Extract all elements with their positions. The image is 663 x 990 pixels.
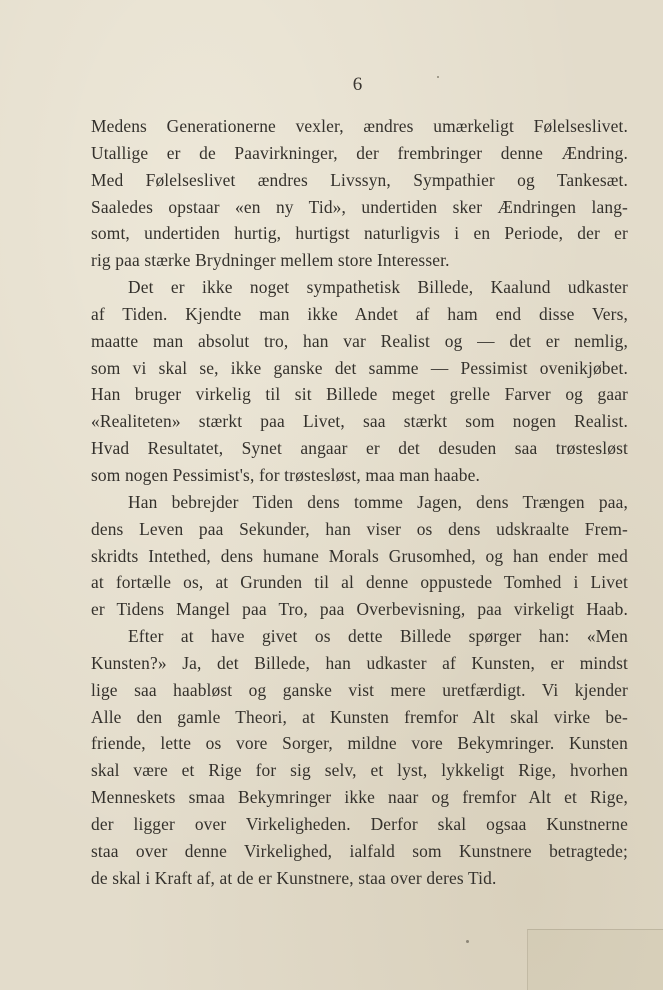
text-line: Han bebrejder Tiden dens tomme Jagen, dens Trængen paa, xyxy=(128,491,628,512)
text-line: friende, lette os vore Sorger, mildne vore Bekymringer. Kunsten xyxy=(91,733,628,754)
text-line: Han bruger virkelig til sit Billede meget grelle Farver og gaar xyxy=(91,384,628,405)
text-line: skal være et Rige for sig selv, et lyst, lykkeligt Rige, hvorhen xyxy=(91,760,628,781)
text-line: lige saa haabløst og ganske vist mere uretfærdigt. Vi kjender xyxy=(91,679,628,700)
text-line: som nogen Pessimist's, for trøstesløst, maa man haabe. xyxy=(91,464,480,485)
text-line: Medens Generationerne vexler, ændres umærkeligt Følelseslivet. xyxy=(91,116,628,136)
text-line: rig paa stærke Brydninger mellem store Interesser. xyxy=(91,250,450,271)
text-line: Utallige er de Paavirkninger, der frembringer denne Ændring. xyxy=(91,142,628,163)
text-line: de skal i Kraft af, at de er Kunstnere, staa over deres Tid. xyxy=(91,867,497,888)
text-line: som vi skal se, ikke ganske det samme — Pessimist ovenikjøbet. xyxy=(91,357,628,378)
text-line: Saaledes opstaar «en ny Tid», undertiden sker Ændringen lang- xyxy=(91,196,628,217)
text-line: Det er ikke noget sympathetisk Billede, Kaalund udkaster xyxy=(128,277,628,298)
text-line: Efter at have givet os dette Billede spørger han: «Men xyxy=(128,626,628,647)
text-line: Menneskets smaa Bekymringer ikke naar og fremfor Alt et Rige, xyxy=(91,787,628,808)
text-line: at fortælle os, at Grunden til al denne oppustede Tomhed i Livet xyxy=(91,572,628,593)
paper-fold-shade xyxy=(527,929,663,990)
text-line: staa over denne Virkelighed, ialfald som Kunstnere betragtede; xyxy=(91,840,628,861)
page-number: 6 xyxy=(352,74,363,95)
text-line: er Tidens Mangel paa Tro, paa Overbevisning, paa virkeligt Haab. xyxy=(91,599,628,620)
paper-speck xyxy=(466,940,469,943)
text-line: der ligger over Virkeligheden. Derfor skal ogsaa Kunstnerne xyxy=(91,813,628,834)
text-line: Kunsten?» Ja, det Billede, han udkaster af Kunsten, er mindst xyxy=(91,652,628,673)
text-line: maatte man absolut tro, han var Realist og — det er nemlig, xyxy=(91,330,628,351)
text-line: skridts Intethed, dens humane Morals Grusomhed, og han ender med xyxy=(91,545,628,566)
text-line: «Realiteten» stærkt paa Livet, saa stærkt som nogen Realist. xyxy=(91,411,628,432)
text-line: Alle den gamle Theori, at Kunsten fremfor Alt skal virke be- xyxy=(91,706,628,727)
paper-speck xyxy=(437,76,439,78)
text-line: Hvad Resultatet, Synet angaar er det desuden saa trøstesløst xyxy=(91,438,628,459)
text-line: somt, undertiden hurtig, hurtigst naturligvis i en Periode, der er xyxy=(91,223,628,244)
text-line: dens Leven paa Sekunder, han viser os dens udskraalte Frem- xyxy=(91,518,628,539)
text-line: Med Følelseslivet ændres Livssyn, Sympathier og Tankesæt. xyxy=(91,169,628,190)
body-text xyxy=(91,113,628,891)
text-line: af Tiden. Kjendte man ikke Andet af ham end disse Vers, xyxy=(91,303,628,324)
